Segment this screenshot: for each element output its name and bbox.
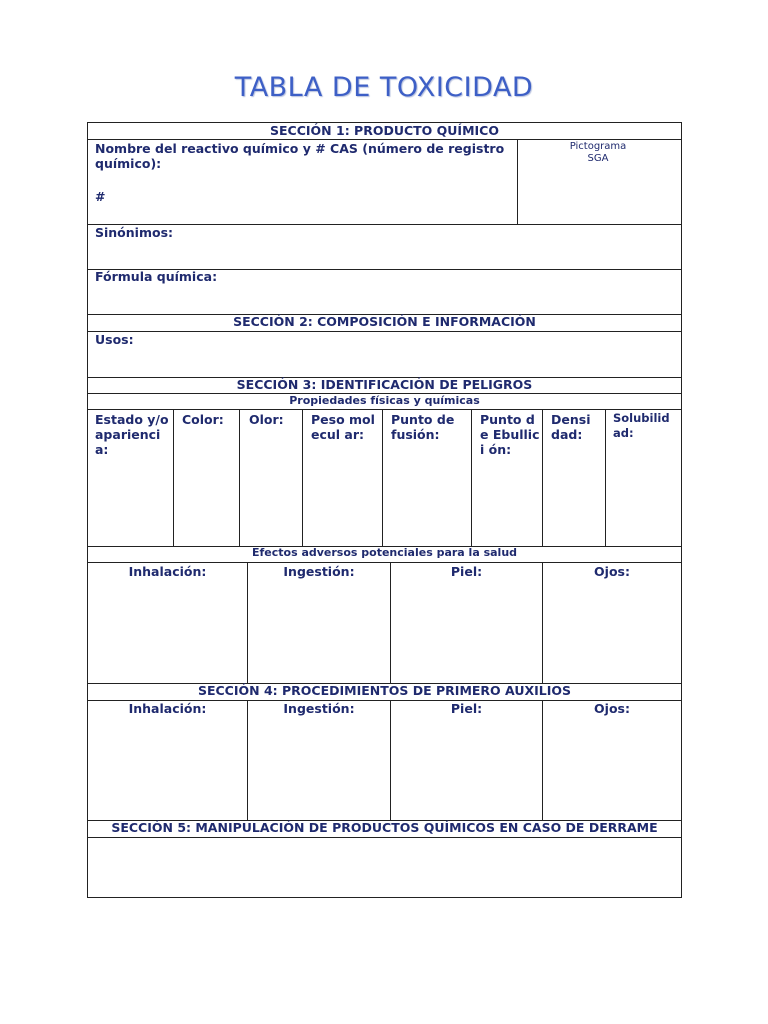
synonyms-field[interactable]: [88, 225, 681, 269]
prop-density-label: Densi dad:: [551, 412, 591, 442]
effect-ingestion-label: Ingestión:: [283, 564, 355, 579]
document-title: TABLA DE TOXICIDAD: [234, 72, 534, 103]
effect-eyes-label: Ojos:: [594, 564, 630, 579]
reagent-name-field[interactable]: [88, 140, 517, 224]
firstaid-ingestion-label: Ingestión:: [283, 701, 355, 716]
synonyms-label: Sinónimos:: [95, 225, 174, 240]
effect-skin-label: Piel:: [450, 564, 483, 579]
properties-subheader: Propiedades físicas y químicas: [289, 394, 480, 407]
prop-molecular-weight-label: Peso molecul ar:: [311, 412, 375, 442]
prop-solubility-label: Solubilid ad:: [613, 411, 670, 440]
uses-label: Usos:: [95, 332, 134, 347]
cas-hash: #: [95, 189, 106, 204]
firstaid-inhalation-label: Inhalación:: [128, 701, 207, 716]
firstaid-eyes-label: Ojos:: [594, 701, 630, 716]
health-effects-subheader: Efectos adversos potenciales para la salud: [251, 546, 518, 559]
formula-field[interactable]: [88, 270, 681, 314]
pictogram-field[interactable]: [518, 140, 681, 224]
section4-header: SECCIÓN 4: PROCEDIMIENTOS DE PRIMERO AUXILIOS: [197, 683, 572, 698]
spill-handling-field[interactable]: [88, 838, 681, 897]
reagent-name-label: Nombre del reactivo químico y # CAS (número de registro químico):: [95, 141, 505, 171]
firstaid-skin-label: Piel:: [450, 701, 483, 716]
formula-label: Fórmula química:: [95, 269, 218, 284]
effect-inhalation-label: Inhalación:: [128, 564, 207, 579]
prop-boiling-point-label: Punto de Ebullici ón:: [480, 412, 540, 457]
section1-header: SECCIÓN 1: PRODUCTO QUÍMICO: [270, 123, 499, 138]
section2-header: SECCIÓN 2: COMPOSICIÓN E INFORMACIÓN: [233, 314, 536, 329]
prop-melting-point-label: Punto de fusión:: [391, 412, 455, 442]
prop-odor-label: Olor:: [249, 412, 284, 427]
uses-field[interactable]: [88, 332, 681, 377]
prop-state-label: Estado y/o aparienci a:: [95, 412, 169, 457]
section5-header: SECCIÓN 5: MANIPULACIÓN DE PRODUCTOS QUÍMICOS EN CASO DE DERRAME: [111, 820, 658, 835]
pictogram-sga-label: Pictograma SGA: [569, 141, 627, 164]
section3-header: SECCIÓN 3: IDENTIFICACIÓN DE PELIGROS: [236, 377, 533, 392]
prop-color-label: Color:: [182, 412, 224, 427]
